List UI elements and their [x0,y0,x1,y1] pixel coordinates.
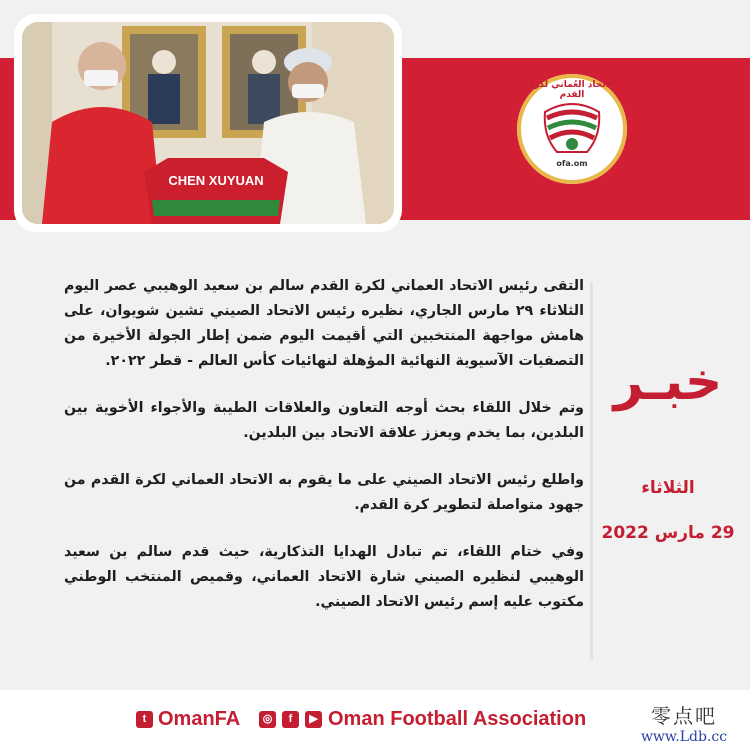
watermark-line2: www.Ldb.cc [640,729,728,745]
news-date: 29 مارس 2022 [601,523,735,543]
meeting-photo-illustration [22,22,394,224]
logo-arabic-name: الاتحاد العُماني لكرة القدم [528,80,616,100]
meeting-photo [22,22,394,224]
logo-url: ofa.om [556,159,588,168]
twitter-icon[interactable]: t [136,711,153,728]
vertical-divider [590,282,593,660]
news-day: الثلاثاء [641,478,695,498]
youtube-icon[interactable]: ▶ [305,711,322,728]
watermark-line1: 零点吧 [651,704,717,728]
instagram-icon[interactable]: ◎ [259,711,276,728]
article-paragraph-2: وتم خلال اللقاء بحث أوجه التعاون والعلاقات الطيبة والأجواء الأخوية بين البلدين، بما يخدم ويعزز علاقة الاتحاد بين البلدين. [64,400,584,441]
jersey-name-text: CHEN XUYUAN [168,173,264,188]
watermark [622,700,746,745]
footer-organization: Oman Football Association [328,708,587,730]
footer-handle: OmanFA [158,708,241,730]
article-body [64,274,584,637]
ofa-logo [517,74,627,184]
article-paragraph-4: وفي ختام اللقاء، تم تبادل الهدايا التذكارية، حيث قدم سالم بن سعيد الوهيبي لنظيره الصيني شارة الاتحاد العماني، وقميص المنتخب الوطني مكتوب عليه إسم رئيس الاتحاد الصيني. [64,544,584,610]
article-paragraph-3: واطلع رئيس الاتحاد الصيني على ما يقوم به الاتحاد العماني لكرة القدم من جهود متواصلة لتطوير كرة القدم. [64,472,584,513]
article-paragraph-1: التقى رئيس الاتحاد العماني لكرة القدم سالم بن سعيد الوهيبي عصر اليوم الثلاثاء ٢٩ مارس الجاري، نظيره رئيس الاتحاد الصيني تشين شويوان، على هامش مواجهة المنتخبين التي أقيمت اليوم ضمن إطار الجولة الأخيرة من التصفيات الآسيوية النهائية المؤهلة لنهائيات كأس العالم - قطر ٢٠٢٢. [64,278,584,369]
photo-frame [14,14,402,232]
facebook-icon[interactable]: f [282,711,299,728]
news-label: خبـر [613,352,723,412]
